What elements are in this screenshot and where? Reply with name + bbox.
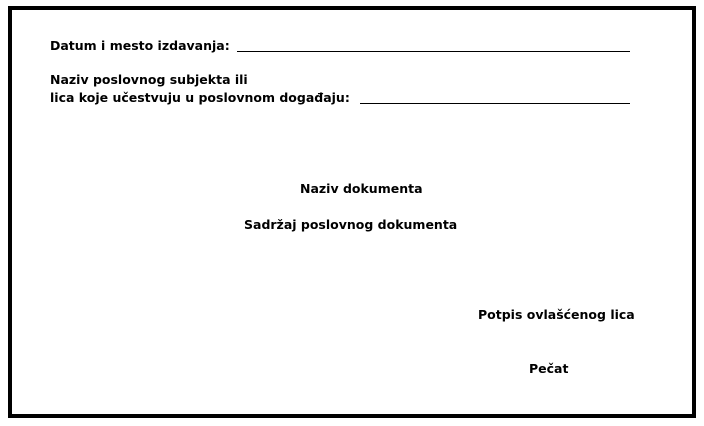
date-place-label: Datum i mesto izdavanja: <box>50 38 230 53</box>
document-name: Naziv dokumenta <box>300 181 423 196</box>
subject-label-line2: lica koje učestvuju u poslovnom događaju: <box>50 90 350 105</box>
signature-label: Potpis ovlašćenog lica <box>478 307 635 322</box>
stamp-label: Pečat <box>529 361 569 376</box>
subject-fill-line <box>360 103 630 104</box>
document-frame <box>8 6 696 418</box>
subject-label-line1: Naziv poslovnog subjekta ili <box>50 72 248 87</box>
date-place-fill-line <box>237 51 630 52</box>
document-content: Sadržaj poslovnog dokumenta <box>244 217 458 232</box>
